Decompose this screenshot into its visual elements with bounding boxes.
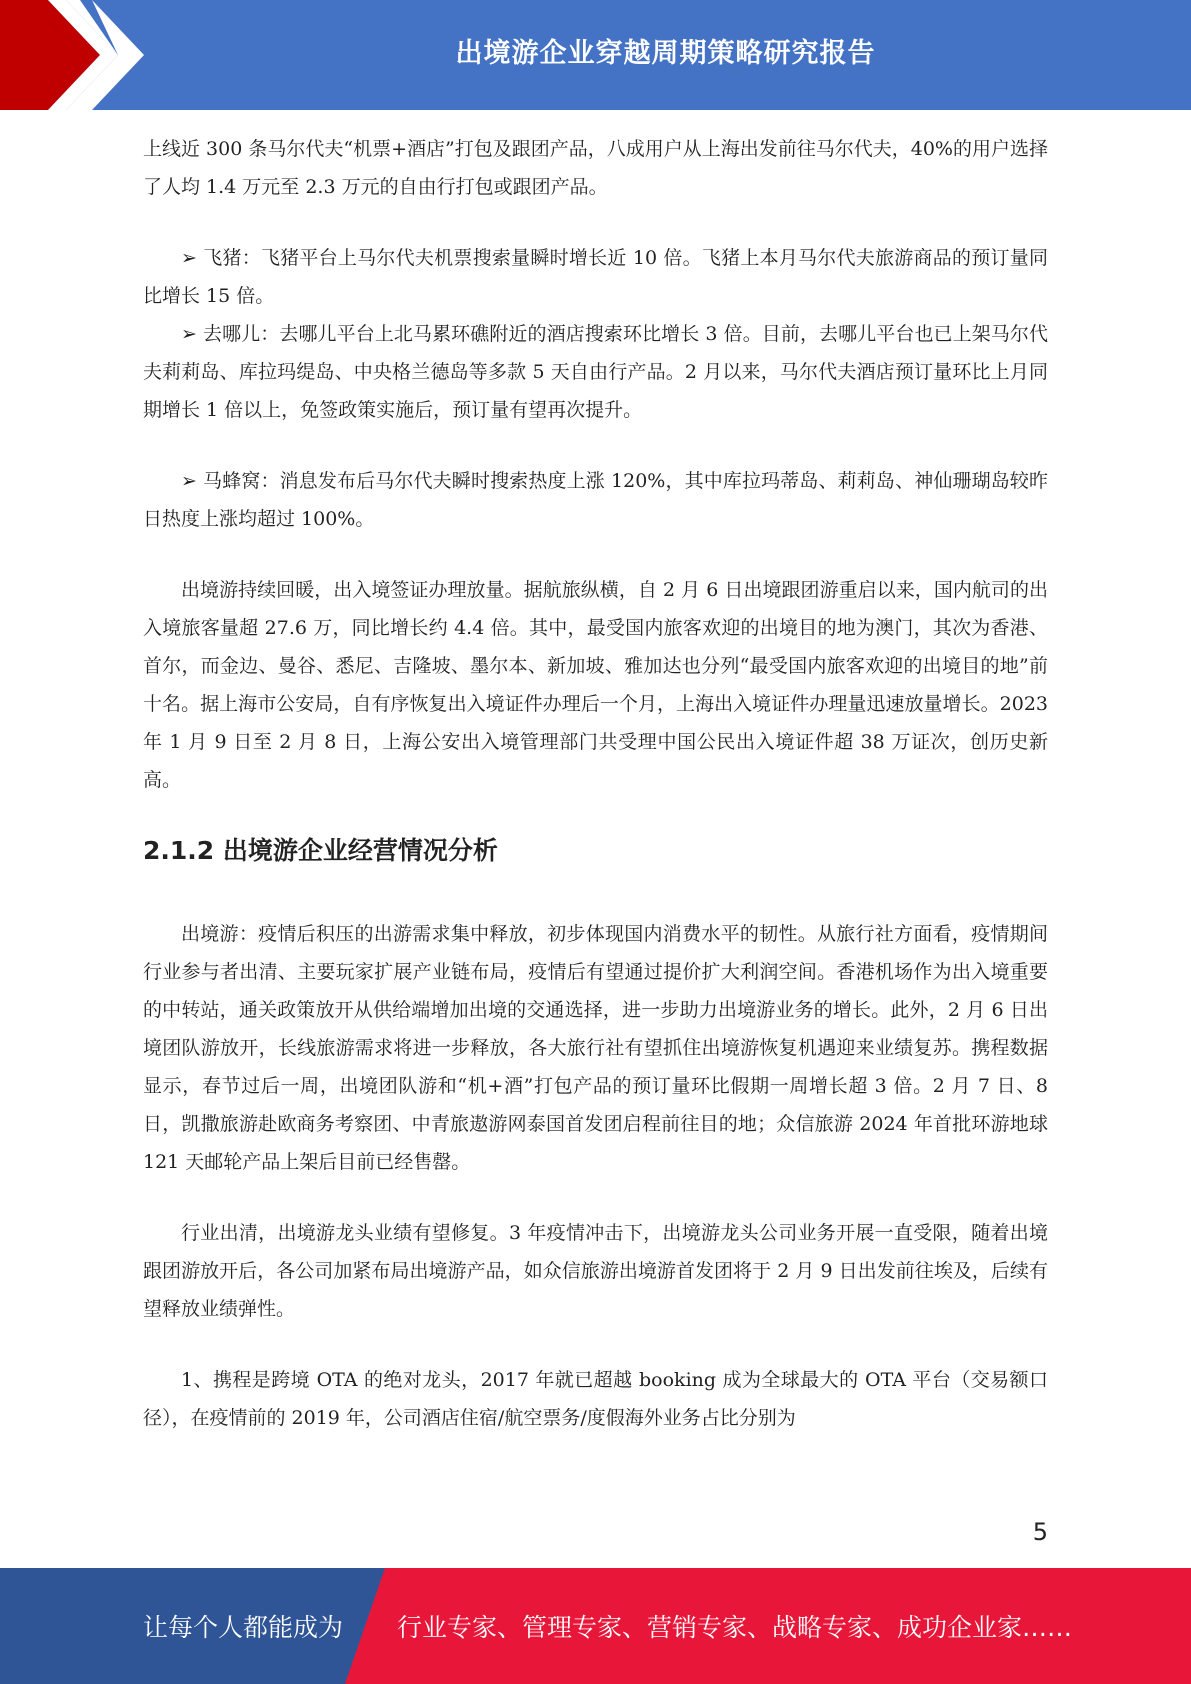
bullet-paragraph-qunar: ➢ 去哪儿：去哪儿平台上北马累环礁附近的酒店搜索环比增长 3 倍。目前，去哪儿平台也已上架马尔代夫莉莉岛、库拉玛缇岛、中央格兰德岛等多款 5 天自由行产品。2 月以来，马尔代夫酒店预订量环比上月同期增长 1 倍以上，免签政策实施后，预订量有望再次提升。 [143, 323, 1048, 421]
page-footer [0, 1568, 1191, 1684]
spacer [143, 799, 1048, 825]
bullet-paragraph-fliggy: ➢ 飞猪：飞猪平台上马尔代夫机票搜索量瞬时增长近 10 倍。飞猪上本月马尔代夫旅游商品的预订量同比增长 15 倍。 [143, 247, 1048, 307]
spacer [143, 871, 1048, 915]
report-title: 出境游企业穿越周期策略研究报告 [455, 37, 876, 69]
spacer [143, 1328, 1048, 1361]
paragraph: 1、携程是跨境 OTA 的绝对龙头，2017 年就已超越 booking 成为全球最大的 OTA 平台（交易额口径），在疫情前的 2019 年，公司酒店住宿/航空票务/度假海外业务占比分别为 [143, 1369, 1048, 1429]
footer-slogan-left: 让每个人都能成为 [143, 1613, 344, 1642]
spacer [143, 1181, 1048, 1214]
main-content [143, 130, 1048, 1437]
spacer [143, 429, 1048, 462]
spacer [143, 538, 1048, 571]
bullet-paragraph-mafengwo: ➢ 马蜂窝：消息发布后马尔代夫瞬时搜索热度上涨 120%，其中库拉玛蒂岛、莉莉岛、神仙珊瑚岛较昨日热度上涨均超过 100%。 [143, 470, 1048, 530]
footer-slogan-right: 行业专家、管理专家、营销专家、战略专家、成功企业家…… [397, 1613, 1073, 1642]
paragraph: 上线近 300 条马尔代夫“机票+酒店”打包及跟团产品，八成用户从上海出发前往马尔代夫，40%的用户选择了人均 1.4 万元至 2.3 万元的自由行打包或跟团产品。 [143, 138, 1048, 198]
paragraph: 行业出清，出境游龙头业绩有望修复。3 年疫情冲击下，出境游龙头公司业务开展一直受限，随着出境跟团游放开后，各公司加紧布局出境游产品，如众信旅游出境游首发团将于 2 月 9 日出发前往埃及，后续有望释放业绩弹性。 [143, 1222, 1048, 1320]
paragraph: 出境游持续回暖，出入境签证办理放量。据航旅纵横，自 2 月 6 日出境跟团游重启以来，国内航司的出入境旅客量超 27.6 万，同比增长约 4.4 倍。其中，最受国内旅客欢迎的出境目的地为澳门，其次为香港、首尔，而金边、曼谷、悉尼、吉隆坡、墨尔本、新加坡、雅加达也分列“最受国内旅客欢迎的出境目的地”前十名。据上海市公安局，自有序恢复出入境证件办理后一个月，上海出入境证件办理量迅速放量增长。2023 年 1 月 9 日至 2 月 8 日，上海公安出入境管理部门共受理中国公民出入境证件超 38 万证次，创历史新高。 [143, 579, 1048, 791]
header-chevron-icon [0, 0, 160, 110]
spacer [143, 206, 1048, 239]
page-number: 5 [1032, 1518, 1048, 1546]
section-heading: 2.1.2 出境游企业经营情况分析 [143, 836, 498, 865]
paragraph: 出境游：疫情后积压的出游需求集中释放，初步体现国内消费水平的韧性。从旅行社方面看，疫情期间行业参与者出清、主要玩家扩展产业链布局，疫情后有望通过提价扩大利润空间。香港机场作为出入境重要的中转站，通关政策放开从供给端增加出境的交通选择，进一步助力出境游业务的增长。此外，2 月 6 日出境团队游放开，长线旅游需求将进一步释放，各大旅行社有望抓住出境游恢复机遇迎来业绩复苏。携程数据显示，春节过后一周，出境团队游和“机+酒”打包产品的预订量环比假期一周增长超 3 倍。2 月 7 日、8 日，凯撒旅游赴欧商务考察团、中青旅遨游网泰国首发团启程前往目的地；众信旅游 2024 年首批环游地球 121 天邮轮产品上架后目前已经售罄。 [143, 923, 1048, 1173]
page-header [0, 0, 1191, 110]
